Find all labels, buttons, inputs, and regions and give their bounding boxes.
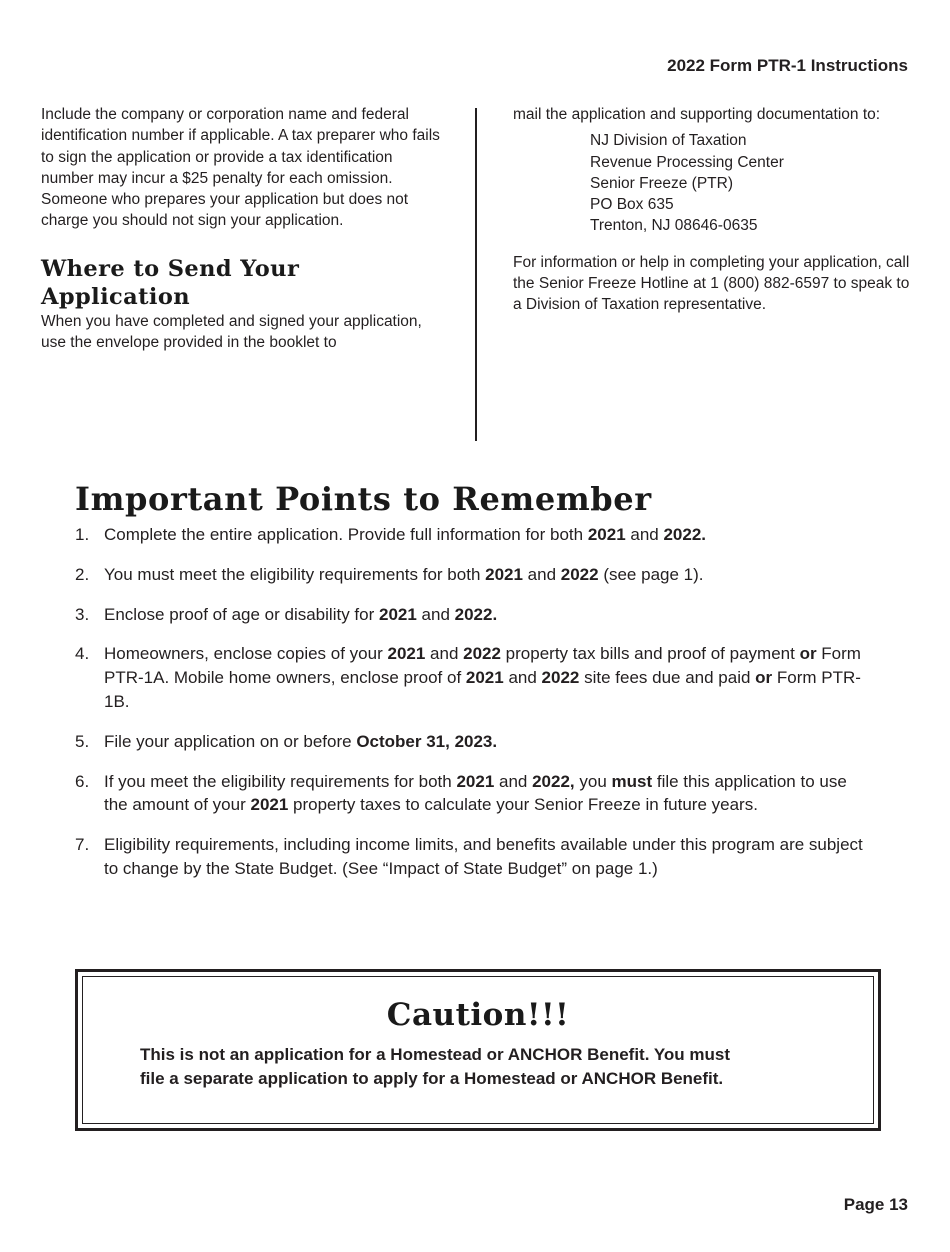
- point-emphasis: 2022.: [454, 604, 498, 624]
- point-number: 3.: [75, 604, 90, 624]
- point-emphasis: 2022: [541, 668, 580, 688]
- where-to-send-heading: [41, 255, 441, 311]
- point-text: property taxes to calculate your Senior Freeze in future years.: [288, 795, 758, 815]
- point-item-3: [75, 603, 865, 627]
- address-line: Trenton, NJ 08646-0635: [590, 217, 758, 235]
- point-emphasis: October 31, 2023.: [356, 731, 498, 751]
- point-number: 7.: [75, 835, 90, 855]
- point-emphasis: 2022,: [532, 771, 575, 791]
- important-points-title: Important Points to Remember: [75, 480, 652, 518]
- address-line: NJ Division of Taxation: [590, 132, 747, 150]
- point-number: 5.: [75, 731, 90, 751]
- point-number: 1.: [75, 525, 90, 544]
- point-item-6: [75, 770, 865, 818]
- point-text: File your application on or before: [104, 731, 357, 751]
- point-emphasis: or: [799, 644, 817, 664]
- mail-paragraph: mail the application and supporting documentation to:: [513, 106, 881, 123]
- point-emphasis: 2022: [463, 644, 501, 664]
- caution-line-1: This is not an application for a Homestead or ANCHOR Benefit. You must: [140, 1045, 731, 1064]
- point-number: 6.: [75, 771, 90, 791]
- caution-inner-border: [82, 976, 874, 1124]
- point-text: you: [574, 771, 612, 791]
- caution-box: [75, 969, 881, 1131]
- point-number: 4.: [75, 644, 90, 664]
- point-text: and: [522, 564, 561, 584]
- caution-line-2: file a separate application to apply for a Homestead or ANCHOR Benefit.: [140, 1068, 724, 1088]
- point-text: and: [416, 604, 455, 624]
- left-column: [41, 104, 441, 353]
- hotline-paragraph: For information or help in completing your application, call the Senior Freeze Hotline at 1 (800) 882-6597 to speak to a Division of Taxation representative.: [513, 253, 910, 314]
- point-emphasis: 2021: [456, 771, 495, 791]
- page-header-title: 2022 Form PTR-1 Instructions: [667, 56, 908, 75]
- point-emphasis: 2022: [560, 564, 599, 584]
- point-text: site fees due and paid: [579, 668, 756, 688]
- point-text: and: [425, 644, 464, 664]
- point-text: (see page 1).: [598, 564, 704, 584]
- point-emphasis: must: [611, 771, 653, 791]
- caution-title: Caution!!!: [386, 997, 570, 1033]
- point-emphasis: 2022.: [663, 525, 707, 544]
- caution-text: [140, 1043, 840, 1090]
- point-text: Eligibility requirements, including income limits, and benefits available under this program are subject to change by the State Budget. (See “Impact of State Budget” on page 1.): [104, 835, 863, 878]
- heading-line-2: Application: [41, 283, 191, 310]
- point-item-1: [75, 523, 865, 547]
- point-text: Form PTR-1B.: [104, 668, 861, 711]
- column-divider: [475, 108, 477, 441]
- point-item-2: [75, 563, 865, 587]
- right-column: [513, 104, 913, 316]
- mailing-address: [590, 130, 913, 236]
- send-paragraph: When you have completed and signed your application, use the envelope provided in the booklet to: [41, 312, 422, 352]
- point-text: property tax bills and proof of payment: [500, 644, 800, 664]
- page-number: Page 13: [843, 1195, 908, 1214]
- point-emphasis: 2021: [387, 644, 426, 664]
- address-line: Revenue Processing Center: [590, 153, 784, 171]
- point-text: If you meet the eligibility requirements for both: [104, 771, 457, 791]
- point-number: 2.: [75, 564, 90, 584]
- address-line: Senior Freeze (PTR): [590, 174, 733, 192]
- point-text: and: [503, 668, 542, 688]
- important-points-list: [75, 523, 865, 897]
- point-item-4: [75, 642, 865, 713]
- point-item-7: [75, 833, 865, 881]
- point-text: Enclose proof of age or disability for: [104, 604, 379, 624]
- address-line: PO Box 635: [590, 196, 674, 214]
- point-text: file this application to use the amount of your: [104, 771, 847, 815]
- point-emphasis: 2021: [465, 668, 504, 688]
- point-emphasis: 2021: [587, 525, 626, 544]
- heading-line-1: Where to Send Your: [41, 255, 300, 282]
- point-emphasis: 2021: [485, 564, 523, 584]
- point-text: You must meet the eligibility requirements for both: [104, 564, 486, 584]
- point-emphasis: 2021: [378, 604, 417, 624]
- point-text: Homeowners, enclose copies of your: [104, 644, 388, 664]
- point-text: and: [494, 771, 533, 791]
- point-item-5: [75, 730, 865, 754]
- point-text: Form PTR-1A. Mobile home owners, enclose proof of: [104, 644, 861, 688]
- point-text: and: [625, 525, 664, 544]
- point-emphasis: 2021: [250, 795, 289, 815]
- point-emphasis: or: [755, 668, 773, 688]
- preparer-paragraph: Include the company or corporation name and federal identification number if applicable. A tax preparer who fails to sign the application or provide a tax identification number may incur a $25 penalty for each omission. Someone who prepares your application but does not charge you should not sign your application.: [41, 106, 440, 230]
- point-text: Complete the entire application. Provide full information for both: [104, 525, 588, 544]
